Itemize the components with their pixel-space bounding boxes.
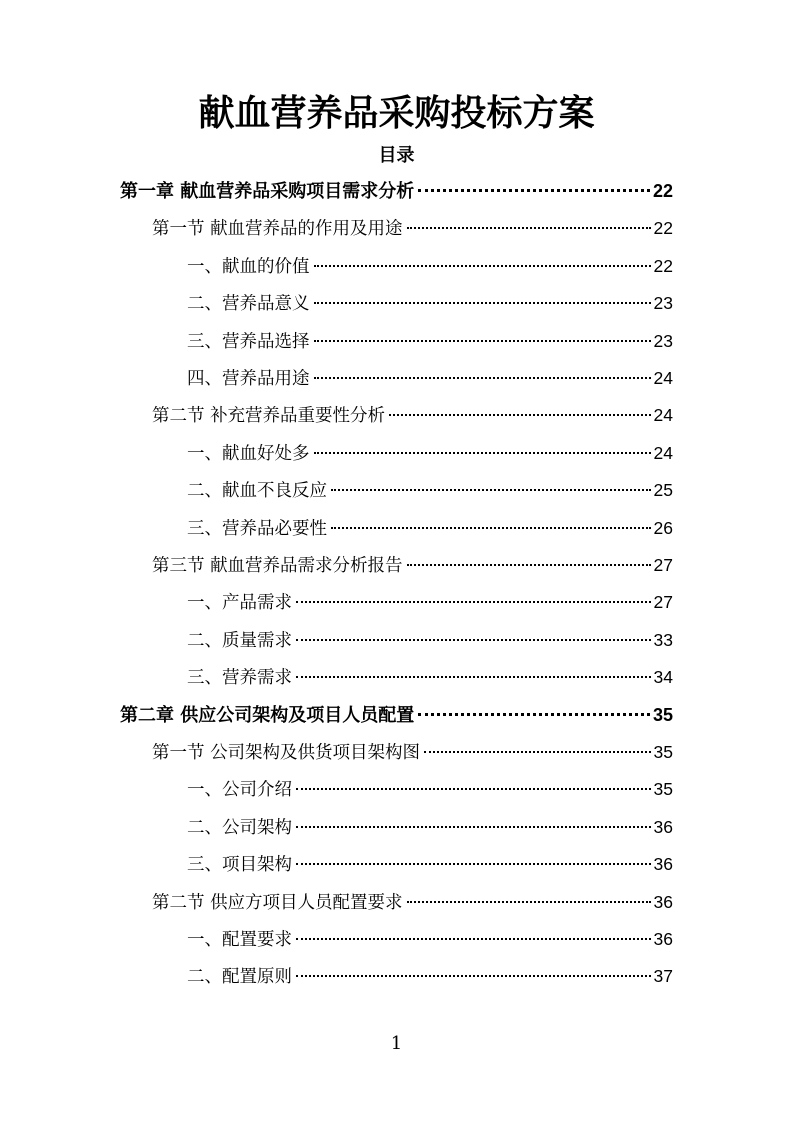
- toc-subsection-entry[interactable]: [187, 363, 673, 393]
- toc-subsection-entry[interactable]: [187, 326, 673, 356]
- toc-section-entry[interactable]: [152, 737, 673, 767]
- toc-dot-leader: [407, 901, 651, 903]
- toc-subsection-entry[interactable]: [187, 625, 673, 655]
- toc-subsection-entry[interactable]: [187, 438, 673, 468]
- toc-entry-label: 一、产品需求: [187, 593, 292, 613]
- toc-dot-leader: [331, 489, 651, 491]
- toc-entry-label: 第三节 献血营养品需求分析报告: [152, 556, 403, 576]
- toc-dot-leader: [314, 340, 651, 342]
- toc-section-entry[interactable]: [152, 213, 673, 243]
- toc-entry-page-number: 35: [653, 742, 673, 762]
- toc-dot-leader: [314, 302, 651, 304]
- toc-entry-label: 一、公司介绍: [187, 780, 292, 800]
- toc-dot-leader: [296, 826, 651, 828]
- toc-dot-leader: [296, 601, 651, 603]
- toc-entry-page-number: 23: [653, 293, 673, 313]
- toc-subsection-entry[interactable]: [187, 662, 673, 692]
- toc-entry-page-number: 35: [652, 705, 673, 725]
- toc-section-entry[interactable]: [152, 887, 673, 917]
- page-number: 1: [390, 1033, 403, 1054]
- toc-section-entry[interactable]: [152, 400, 673, 430]
- toc-entry-label: 四、营养品用途: [187, 369, 310, 389]
- toc-dot-leader: [296, 639, 651, 641]
- toc-entry-page-number: 33: [653, 630, 673, 650]
- toc-entry-page-number: 23: [653, 331, 673, 351]
- toc-entry-page-number: 34: [653, 667, 673, 687]
- toc-entry-page-number: 22: [653, 218, 673, 238]
- toc-dot-leader: [418, 189, 650, 192]
- toc-dot-leader: [314, 452, 651, 454]
- toc-entry-label: 二、配置原则: [187, 967, 292, 987]
- toc-entry-page-number: 27: [653, 592, 673, 612]
- toc-entry-label: 三、项目架构: [187, 855, 292, 875]
- toc-dot-leader: [296, 863, 651, 865]
- toc-entry-label: 一、献血的价值: [187, 257, 310, 277]
- toc-subsection-entry[interactable]: [187, 288, 673, 318]
- toc-entry-page-number: 27: [653, 555, 673, 575]
- toc-dot-leader: [296, 788, 651, 790]
- toc-dot-leader: [389, 414, 650, 416]
- toc-entry-page-number: 26: [653, 518, 673, 538]
- toc-entry-label: 二、献血不良反应: [187, 481, 327, 501]
- toc-entry-page-number: 37: [653, 966, 673, 986]
- toc-dot-leader: [296, 938, 651, 940]
- toc-dot-leader: [296, 975, 651, 977]
- toc-entry-page-number: 22: [652, 181, 673, 201]
- toc-subsection-entry[interactable]: [187, 812, 673, 842]
- toc-dot-leader: [407, 564, 651, 566]
- toc-chapter-entry[interactable]: [120, 700, 673, 730]
- toc-entry-label: 第一节 公司架构及供货项目架构图: [152, 743, 421, 763]
- toc-entry-label: 三、营养品必要性: [187, 519, 327, 539]
- document-title: 献血营养品采购投标方案: [198, 93, 595, 134]
- toc-entry-label: 三、营养品选择: [187, 332, 310, 352]
- toc-entry-label: 二、公司架构: [187, 818, 292, 838]
- toc-entry-label: 第一节 献血营养品的作用及用途: [152, 219, 403, 239]
- toc-entry-page-number: 25: [653, 480, 673, 500]
- toc-entry-page-number: 36: [653, 929, 673, 949]
- toc-entry-page-number: 35: [653, 779, 673, 799]
- toc-entry-label: 第一章 献血营养品采购项目需求分析: [120, 181, 415, 202]
- toc-entry-label: 第二节 供应方项目人员配置要求: [152, 893, 403, 913]
- toc-entry-label: 一、献血好处多: [187, 444, 310, 464]
- toc-entry-label: 第二章 供应公司架构及项目人员配置: [120, 705, 415, 726]
- toc-entry-label: 三、营养需求: [187, 668, 292, 688]
- toc-subsection-entry[interactable]: [187, 251, 673, 281]
- toc-dot-leader: [424, 751, 650, 753]
- toc-dot-leader: [418, 713, 650, 716]
- toc-subsection-entry[interactable]: [187, 475, 673, 505]
- toc-dot-leader: [331, 527, 651, 529]
- toc-dot-leader: [314, 265, 651, 267]
- toc-dot-leader: [407, 227, 651, 229]
- toc-subsection-entry[interactable]: [187, 961, 673, 991]
- toc-subsection-entry[interactable]: [187, 587, 673, 617]
- toc-entry-label: 第二节 补充营养品重要性分析: [152, 406, 386, 426]
- toc-heading: 目录: [378, 145, 415, 166]
- toc-subsection-entry[interactable]: [187, 513, 673, 543]
- toc-entry-page-number: 36: [653, 892, 673, 912]
- toc-chapter-entry[interactable]: [120, 176, 673, 206]
- toc-entry-label: 二、质量需求: [187, 631, 292, 651]
- toc-dot-leader: [296, 676, 651, 678]
- toc-dot-leader: [314, 377, 651, 379]
- toc-entry-page-number: 24: [653, 368, 673, 388]
- toc-entry-label: 二、营养品意义: [187, 294, 310, 314]
- toc-entry-page-number: 36: [653, 817, 673, 837]
- toc-entry-label: 一、配置要求: [187, 930, 292, 950]
- toc-entry-page-number: 22: [653, 256, 673, 276]
- toc-entry-page-number: 36: [653, 854, 673, 874]
- toc-entry-page-number: 24: [653, 405, 673, 425]
- toc-subsection-entry[interactable]: [187, 774, 673, 804]
- toc-entry-page-number: 24: [653, 443, 673, 463]
- toc-subsection-entry[interactable]: [187, 924, 673, 954]
- toc-section-entry[interactable]: [152, 550, 673, 580]
- toc-subsection-entry[interactable]: [187, 849, 673, 879]
